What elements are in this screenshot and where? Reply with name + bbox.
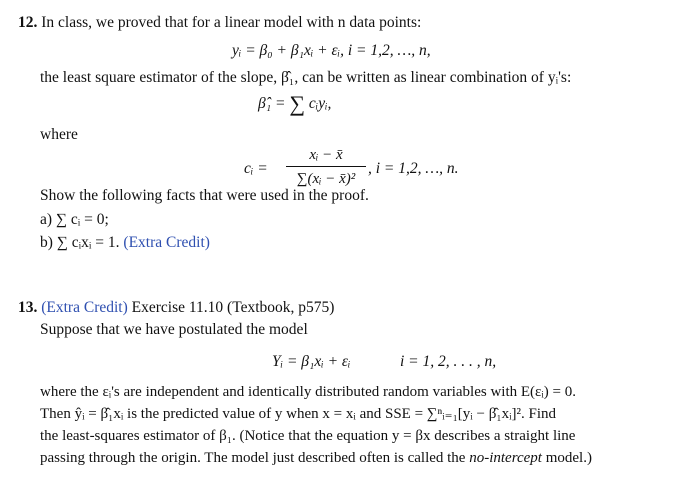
summation-symbol: ∑ [289,91,306,116]
ci-range: , i = 1,2, …, n. [368,160,459,177]
problem-13-heading [18,299,334,317]
suppose-text: Suppose that we have postulated the model [40,321,308,338]
no-intercept-model-range: i = 1, 2, . . . , n, [400,353,497,370]
no-intercept-model-eq: Yᵢ = β₁xᵢ + εᵢ [272,353,351,370]
model-equation: yᵢ = β₀ + β₁xᵢ + εᵢ, i = 1,2, …, n, [232,42,431,59]
estimator-rhs: cᵢyᵢ, [308,95,332,112]
part-b-label: b) ∑ cᵢxᵢ = 1. [40,234,120,251]
fraction-bar [286,166,366,167]
ci-denominator: ∑(xᵢ − x̄)² [296,171,356,187]
ci-numerator: xᵢ − x̄ [309,147,343,163]
estimator-equation [258,91,332,116]
problem-13-line-1: where the εᵢ's are independent and identically distributed random variables with E(εᵢ) = 0. [40,384,577,400]
part-a: a) ∑ cᵢ = 0; [40,211,109,228]
problem-12-number: 12. [18,14,38,31]
line-4-start: passing through the origin. The model just described often is called the [40,450,470,466]
line-4-end: model.) [541,450,592,466]
show-text: Show the following facts that were used in the proof. [40,187,369,204]
no-intercept-term: no-intercept [469,450,542,466]
where-label: where [40,126,78,143]
ci-lhs: cᵢ = [244,160,268,177]
problem-12-intro: In class, we proved that for a linear model with n data points: [41,14,422,31]
part-b [40,234,210,252]
part-b-extra-credit: (Extra Credit) [123,234,210,251]
estimator-lhs: β̂₁ = [258,95,286,112]
problem-13-line-3: the least-squares estimator of β₁. (Notice that the equation y = βx describes a straight line [40,428,576,444]
estimator-text: the least square estimator of the slope, β̂₁, can be written as linear combination of yᵢ's: [40,69,572,86]
problem-13-exercise: Exercise 11.10 (Textbook, p575) [131,299,335,316]
problem-13-extra-credit: (Extra Credit) [41,299,128,316]
problem-13-number: 13. [18,299,38,316]
problem-13-line-2: Then ŷᵢ = β̂₁xᵢ is the predicted value of y when x = xᵢ and SSE = ∑ⁿᵢ₌₁[yᵢ − β̂₁xᵢ]². Find [40,406,557,422]
problem-13-line-4 [40,449,592,467]
problem-12-heading [18,14,421,32]
ci-fraction [286,146,366,188]
